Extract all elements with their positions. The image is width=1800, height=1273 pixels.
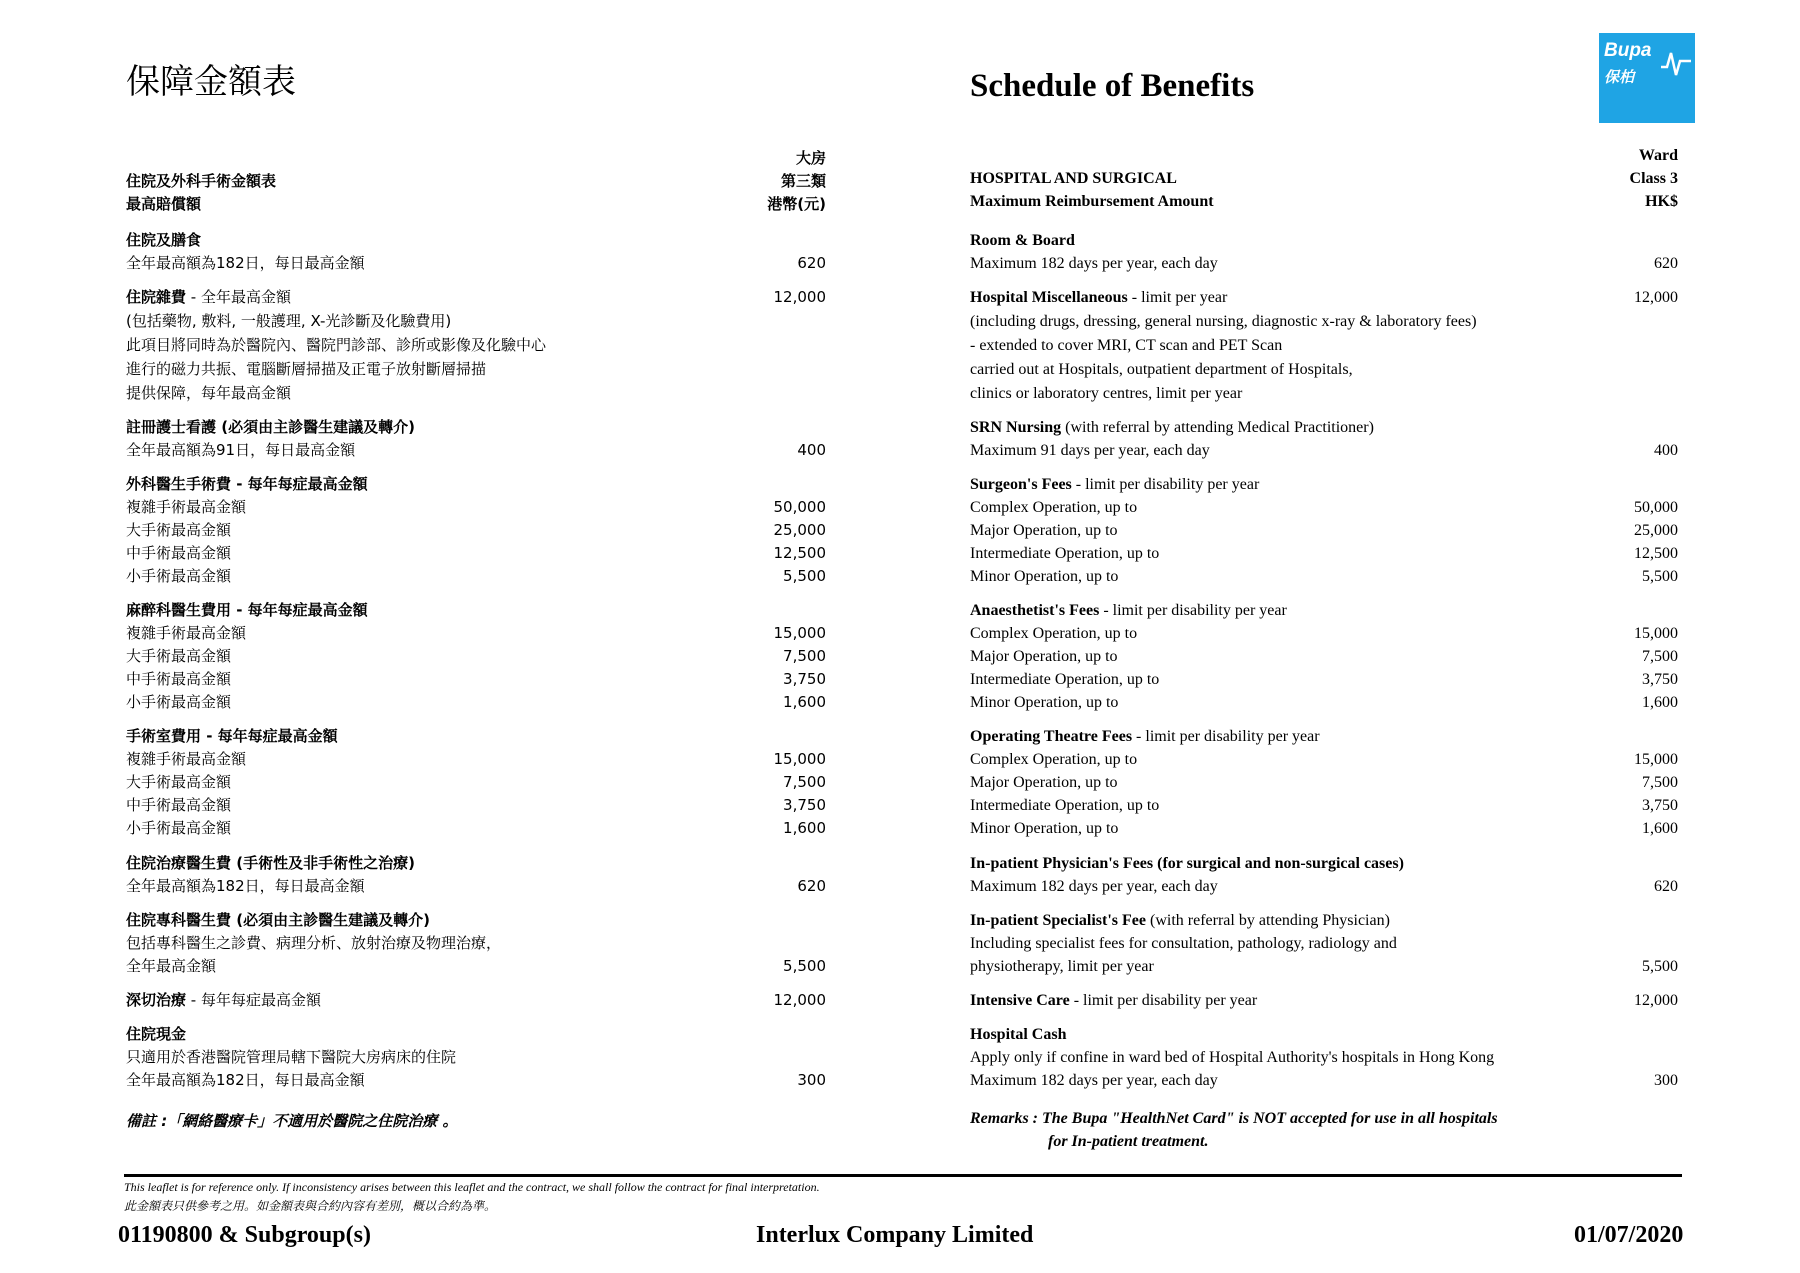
benefit-label [126, 542, 231, 565]
benefit-label [126, 668, 231, 691]
benefit-label [970, 817, 1118, 840]
benefit-row [126, 932, 826, 955]
benefit-row [126, 691, 826, 714]
benefit-description: 全年最高額為182日，每日最高金額 [126, 254, 365, 272]
benefit-label [970, 310, 1477, 333]
benefit-description: 大手術最高金額 [126, 647, 232, 665]
benefit-label [126, 310, 451, 333]
page-title-chinese: 保障金額表 [126, 62, 296, 102]
benefit-heading: Hospital Cash [970, 1026, 1067, 1043]
header-col-currency: 港幣(元) [767, 195, 826, 213]
benefit-description: 大手術最高金額 [126, 773, 232, 791]
benefit-row [970, 286, 1678, 309]
benefit-row [970, 932, 1678, 955]
benefit-row [970, 542, 1678, 565]
benefit-label [126, 725, 338, 748]
bupa-logo [1599, 33, 1695, 123]
benefit-description: 中手術最高金額 [126, 544, 232, 562]
benefit-label [126, 852, 415, 875]
benefit-amount: 3,750 [1642, 671, 1678, 688]
header-col-ward: 大房 [795, 149, 826, 167]
benefit-description: 小手術最高金額 [126, 819, 232, 837]
benefit-label [126, 645, 231, 668]
benefit-row [970, 955, 1678, 978]
benefit-row [970, 909, 1678, 932]
benefit-label [970, 852, 1404, 875]
benefit-amount: 5,500 [1642, 568, 1678, 585]
chinese-schedule [126, 146, 826, 1146]
benefit-label [126, 565, 231, 588]
benefit-heading: 麻醉科醫生費用 - 每年每症最高金額 [126, 601, 368, 619]
benefit-heading: 深切治療 [126, 991, 187, 1009]
benefit-description: Intermediate Operation, up to [970, 671, 1160, 688]
benefit-row [970, 358, 1678, 381]
benefit-amount: 15,000 [1634, 751, 1678, 768]
benefit-description: - limit per disability per year [1132, 728, 1320, 745]
benefit-label [126, 932, 501, 955]
benefit-description: 複雜手術最高金額 [126, 750, 247, 768]
benefit-label [970, 358, 1353, 381]
benefit-amount: 300 [1654, 1072, 1678, 1089]
benefit-description: Minor Operation, up to [970, 694, 1119, 711]
benefit-description: 全年最高金額 [126, 957, 217, 975]
benefit-label [970, 771, 1118, 794]
benefit-row [126, 542, 826, 565]
benefit-row [970, 668, 1678, 691]
benefit-row [970, 519, 1678, 542]
benefit-heading: SRN Nursing [970, 419, 1062, 436]
benefit-description: Including specialist fees for consultation, pathology, radiology and [970, 935, 1397, 952]
benefit-label [970, 542, 1159, 565]
benefit-description: 大手術最高金額 [126, 521, 232, 539]
benefit-heading: 住院雜費 [126, 288, 187, 306]
benefit-label [126, 771, 231, 794]
benefit-description: 複雜手術最高金額 [126, 498, 247, 516]
benefit-label [970, 473, 1259, 496]
header-title: 住院及外科手術金額表 [126, 172, 277, 190]
benefit-amount: 12,000 [773, 288, 826, 306]
benefit-amount: 15,000 [1634, 625, 1678, 642]
benefit-row [126, 645, 826, 668]
header-col-currency: HK$ [1645, 193, 1678, 210]
footer-company-name: Interlux Company Limited [756, 1222, 1034, 1248]
benefit-row [970, 725, 1678, 748]
benefit-description: - 全年最高金額 [186, 288, 291, 306]
benefit-row [126, 439, 826, 462]
benefit-label [970, 599, 1287, 622]
benefit-label [126, 1069, 365, 1092]
benefit-description: 進行的磁力共振、電腦斷層掃描及正電子放射斷層掃描 [126, 360, 487, 378]
benefit-row [970, 310, 1678, 333]
benefit-description: 全年最高額為182日，每日最高金額 [126, 1071, 365, 1089]
benefit-row [126, 748, 826, 771]
benefit-heading: Operating Theatre Fees [970, 728, 1133, 745]
benefit-label [970, 794, 1159, 817]
benefit-label [970, 748, 1137, 771]
benefit-row [970, 439, 1678, 462]
benefit-heading: In-patient Physician's Fees (for surgical and non-surgical cases) [970, 855, 1404, 872]
benefit-row [126, 1023, 826, 1046]
benefit-description: 此項目將同時為於醫院內、醫院門診部、診所或影像及化驗中心 [126, 336, 547, 354]
benefit-row [970, 794, 1678, 817]
benefit-amount: 3,750 [1642, 797, 1678, 814]
benefit-row [126, 519, 826, 542]
english-table-header [970, 146, 1678, 216]
benefit-amount: 3,750 [783, 670, 826, 688]
benefit-row [126, 565, 826, 588]
header-subtitle: Maximum Reimbursement Amount [970, 193, 1214, 210]
benefit-row [970, 496, 1678, 519]
benefit-description: Maximum 91 days per year, each day [970, 442, 1210, 459]
benefit-row [970, 817, 1678, 840]
benefit-heading: Room & Board [970, 232, 1075, 249]
benefit-description: - extended to cover MRI, CT scan and PET Scan [970, 337, 1283, 354]
benefit-description: Maximum 182 days per year, each day [970, 1072, 1218, 1089]
benefit-label [126, 622, 246, 645]
benefit-label [970, 691, 1118, 714]
benefit-row [126, 599, 826, 622]
benefit-label [970, 252, 1218, 275]
benefit-description: 全年最高額為182日，每日最高金額 [126, 877, 365, 895]
benefit-description: Complex Operation, up to [970, 625, 1138, 642]
benefit-description: 小手術最高金額 [126, 567, 232, 585]
benefit-label [970, 565, 1118, 588]
benefit-description: clinics or laboratory centres, limit per year [970, 385, 1243, 402]
benefit-label [970, 932, 1397, 955]
benefit-row [126, 1046, 826, 1069]
benefit-label [970, 622, 1137, 645]
benefit-heading: 外科醫生手術費 - 每年每症最高金額 [126, 475, 368, 493]
benefit-amount: 1,600 [783, 819, 826, 837]
benefit-amount: 7,500 [783, 773, 826, 791]
benefit-row [970, 691, 1678, 714]
benefit-row [126, 229, 826, 252]
benefit-label [970, 725, 1320, 748]
disclaimer-chinese: 此金額表只供參考之用。如金額表與合約內容有差別，概以合約為準。 [124, 1199, 497, 1213]
benefit-amount: 620 [797, 254, 826, 272]
benefit-amount: 400 [797, 441, 826, 459]
benefit-label [126, 955, 216, 978]
benefit-label [970, 496, 1137, 519]
benefit-description: carried out at Hospitals, outpatient department of Hospitals, [970, 361, 1353, 378]
benefit-label [970, 875, 1218, 898]
benefit-row [970, 852, 1678, 875]
benefit-label [126, 286, 291, 309]
benefit-description: 全年最高額為91日，每日最高金額 [126, 441, 356, 459]
benefit-label [970, 645, 1118, 668]
benefit-description: 中手術最高金額 [126, 796, 232, 814]
benefit-label [126, 599, 368, 622]
english-schedule [970, 146, 1678, 1150]
benefit-amount: 5,500 [783, 567, 826, 585]
benefit-label [126, 496, 246, 519]
benefit-row [970, 599, 1678, 622]
benefit-description: Major Operation, up to [970, 648, 1118, 665]
benefit-row [126, 852, 826, 875]
benefit-description: Maximum 182 days per year, each day [970, 255, 1218, 272]
benefit-row [126, 473, 826, 496]
benefit-row [126, 1069, 826, 1092]
benefit-row [126, 286, 826, 309]
benefit-row [970, 989, 1678, 1012]
benefit-amount: 620 [797, 877, 826, 895]
benefit-amount: 400 [1654, 442, 1678, 459]
benefit-amount: 50,000 [1634, 499, 1678, 516]
header-col-ward: Ward [1638, 147, 1678, 164]
benefit-row [970, 622, 1678, 645]
benefit-label [970, 1046, 1494, 1069]
benefit-label [126, 334, 546, 357]
benefit-row [970, 771, 1678, 794]
benefit-amount: 620 [1654, 255, 1678, 272]
benefit-description: Minor Operation, up to [970, 820, 1119, 837]
benefit-description: 只適用於香港醫院管理局轄下醫院大房病床的住院 [126, 1048, 457, 1066]
page-title-english: Schedule of Benefits [970, 68, 1255, 104]
benefit-row [126, 496, 826, 519]
benefit-label [970, 1023, 1066, 1046]
benefit-row [126, 875, 826, 898]
benefit-label [970, 382, 1242, 405]
benefit-row [126, 382, 826, 405]
benefit-label [970, 229, 1075, 252]
benefit-label [126, 989, 321, 1012]
heartbeat-icon [1661, 39, 1691, 79]
benefit-description: (with referral by attending Physician) [1146, 912, 1390, 929]
benefit-description: (包括藥物, 敷料, 一般護理, X-光診斷及化驗費用) [126, 312, 452, 330]
benefit-row [126, 771, 826, 794]
benefit-description: - limit per disability per year [1099, 602, 1287, 619]
benefit-description: (with referral by attending Medical Practitioner) [1061, 419, 1374, 436]
benefit-row [970, 1023, 1678, 1046]
benefit-label [970, 334, 1282, 357]
benefit-amount: 12,500 [773, 544, 826, 562]
benefit-amount: 620 [1654, 878, 1678, 895]
benefit-amount: 15,000 [773, 624, 826, 642]
benefit-label [970, 286, 1227, 309]
benefit-description: - limit per disability per year [1071, 476, 1260, 493]
benefit-amount: 5,500 [1642, 958, 1678, 975]
benefit-description: Major Operation, up to [970, 774, 1118, 791]
benefit-row [970, 565, 1678, 588]
benefit-description: 提供保障，每年最高金額 [126, 384, 292, 402]
benefit-heading: 註冊護士看護 (必須由主診醫生建議及轉介) [126, 418, 415, 436]
benefit-description: physiotherapy, limit per year [970, 958, 1154, 975]
benefit-heading: Surgeon's Fees [970, 476, 1072, 493]
benefit-row [126, 817, 826, 840]
benefit-row [126, 622, 826, 645]
benefit-label [126, 1046, 456, 1069]
benefit-label [126, 794, 231, 817]
benefit-label [970, 439, 1210, 462]
header-col-class: Class 3 [1629, 170, 1678, 187]
benefit-row [970, 229, 1678, 252]
benefit-heading: 手術室費用 - 每年每症最高金額 [126, 727, 338, 745]
benefit-row [970, 875, 1678, 898]
benefit-label [126, 691, 231, 714]
benefit-row [970, 473, 1678, 496]
benefit-description: - limit per year [1127, 289, 1228, 306]
benefit-label [126, 909, 430, 932]
benefit-description: Apply only if confine in ward bed of Hospital Authority's hospitals in Hong Kong [970, 1049, 1495, 1066]
benefit-row [126, 358, 826, 381]
benefit-amount: 3,750 [783, 796, 826, 814]
benefit-heading: Intensive Care [970, 992, 1070, 1009]
footer-date: 01/07/2020 [1574, 1222, 1684, 1248]
benefit-row [970, 1069, 1678, 1092]
benefit-label [126, 439, 355, 462]
benefit-label [126, 817, 231, 840]
benefit-amount: 5,500 [783, 957, 826, 975]
footer-policy-number: 01190800 & Subgroup(s) [118, 1222, 371, 1248]
benefit-label [126, 229, 201, 252]
benefit-row [126, 725, 826, 748]
benefit-heading: 住院專科醫生費 (必須由主診醫生建議及轉介) [126, 911, 430, 929]
disclaimer-english: This leaflet is for reference only. If inconsistency arises between this leaflet and the contract, we shall follow the contract for final interpretation. [124, 1180, 820, 1194]
footer-divider [124, 1174, 1682, 1177]
benefit-row [126, 668, 826, 691]
benefit-description: 小手術最高金額 [126, 693, 232, 711]
header-col-class: 第三類 [780, 172, 826, 190]
benefit-label [126, 358, 486, 381]
benefit-description: (including drugs, dressing, general nursing, diagnostic x-ray & laboratory fees) [970, 313, 1477, 330]
benefit-heading: 住院現金 [126, 1025, 187, 1043]
benefit-amount: 12,500 [1634, 545, 1678, 562]
benefit-amount: 7,500 [783, 647, 826, 665]
benefit-row [970, 334, 1678, 357]
benefit-row [970, 416, 1678, 439]
benefit-amount: 1,600 [783, 693, 826, 711]
benefit-description: Intermediate Operation, up to [970, 545, 1160, 562]
benefit-description: 複雜手術最高金額 [126, 624, 247, 642]
benefit-heading: 住院治療醫生費 (手術性及非手術性之治療) [126, 854, 415, 872]
benefit-amount: 25,000 [773, 521, 826, 539]
benefit-row [126, 989, 826, 1012]
benefit-heading: In-patient Specialist's Fee [970, 912, 1146, 929]
benefit-description: - limit per disability per year [1069, 992, 1258, 1009]
benefit-label [970, 909, 1390, 932]
benefit-label [126, 382, 291, 405]
benefit-label [970, 668, 1159, 691]
benefit-row [126, 416, 826, 439]
benefit-row [126, 955, 826, 978]
benefit-amount: 12,000 [1634, 289, 1678, 306]
benefit-label [126, 1023, 186, 1046]
benefit-row [126, 794, 826, 817]
benefit-heading: Anaesthetist's Fees [970, 602, 1100, 619]
benefit-label [126, 416, 415, 439]
benefit-amount: 7,500 [1642, 774, 1678, 791]
english-remark-line2: for In-patient treatment. [1048, 1133, 1209, 1150]
benefit-amount: 1,600 [1642, 694, 1678, 711]
benefit-label [126, 473, 368, 496]
benefit-label [970, 519, 1118, 542]
benefit-row [970, 645, 1678, 668]
header-title: HOSPITAL AND SURGICAL [970, 170, 1177, 187]
benefit-description: 包括專科醫生之診費、病理分析、放射治療及物理治療， [126, 934, 502, 952]
benefit-description: Maximum 182 days per year, each day [970, 878, 1218, 895]
header-subtitle: 最高賠償額 [126, 195, 202, 213]
benefit-row [126, 310, 826, 333]
benefit-amount: 12,000 [1634, 992, 1678, 1009]
benefit-description: Complex Operation, up to [970, 751, 1138, 768]
benefit-amount: 25,000 [1634, 522, 1678, 539]
benefit-row [970, 382, 1678, 405]
benefit-description: Complex Operation, up to [970, 499, 1138, 516]
benefit-heading: 住院及膳食 [126, 231, 202, 249]
benefit-heading: Hospital Miscellaneous [970, 289, 1128, 306]
chinese-remark: 備註 :「網絡醫療卡」不適用於醫院之住院治療 。 [126, 1112, 458, 1130]
benefit-label [126, 748, 246, 771]
benefit-row [970, 748, 1678, 771]
benefit-row [970, 252, 1678, 275]
benefit-description: Major Operation, up to [970, 522, 1118, 539]
benefit-label [126, 519, 231, 542]
benefit-description: 中手術最高金額 [126, 670, 232, 688]
benefit-row [126, 909, 826, 932]
chinese-table-header [126, 146, 826, 216]
benefit-amount: 1,600 [1642, 820, 1678, 837]
benefit-label [970, 1069, 1218, 1092]
benefit-amount: 300 [797, 1071, 826, 1089]
benefit-description: - 每年每症最高金額 [186, 991, 321, 1009]
benefit-label [970, 989, 1257, 1012]
benefit-label [126, 252, 365, 275]
benefit-amount: 12,000 [773, 991, 826, 1009]
benefit-row [970, 1046, 1678, 1069]
benefit-label [126, 875, 365, 898]
benefit-amount: 15,000 [773, 750, 826, 768]
benefit-description: Intermediate Operation, up to [970, 797, 1160, 814]
benefit-description: Minor Operation, up to [970, 568, 1119, 585]
benefit-amount: 50,000 [773, 498, 826, 516]
benefit-row [126, 334, 826, 357]
logo-text-cn: 保柏 [1604, 68, 1635, 86]
logo-text-en: Bupa [1604, 40, 1652, 61]
benefit-amount: 7,500 [1642, 648, 1678, 665]
benefit-label [970, 955, 1154, 978]
benefit-label [970, 416, 1374, 439]
benefit-row [126, 252, 826, 275]
english-remark-line1: Remarks : The Bupa "HealthNet Card" is NOT accepted for use in all hospitals [970, 1110, 1498, 1127]
